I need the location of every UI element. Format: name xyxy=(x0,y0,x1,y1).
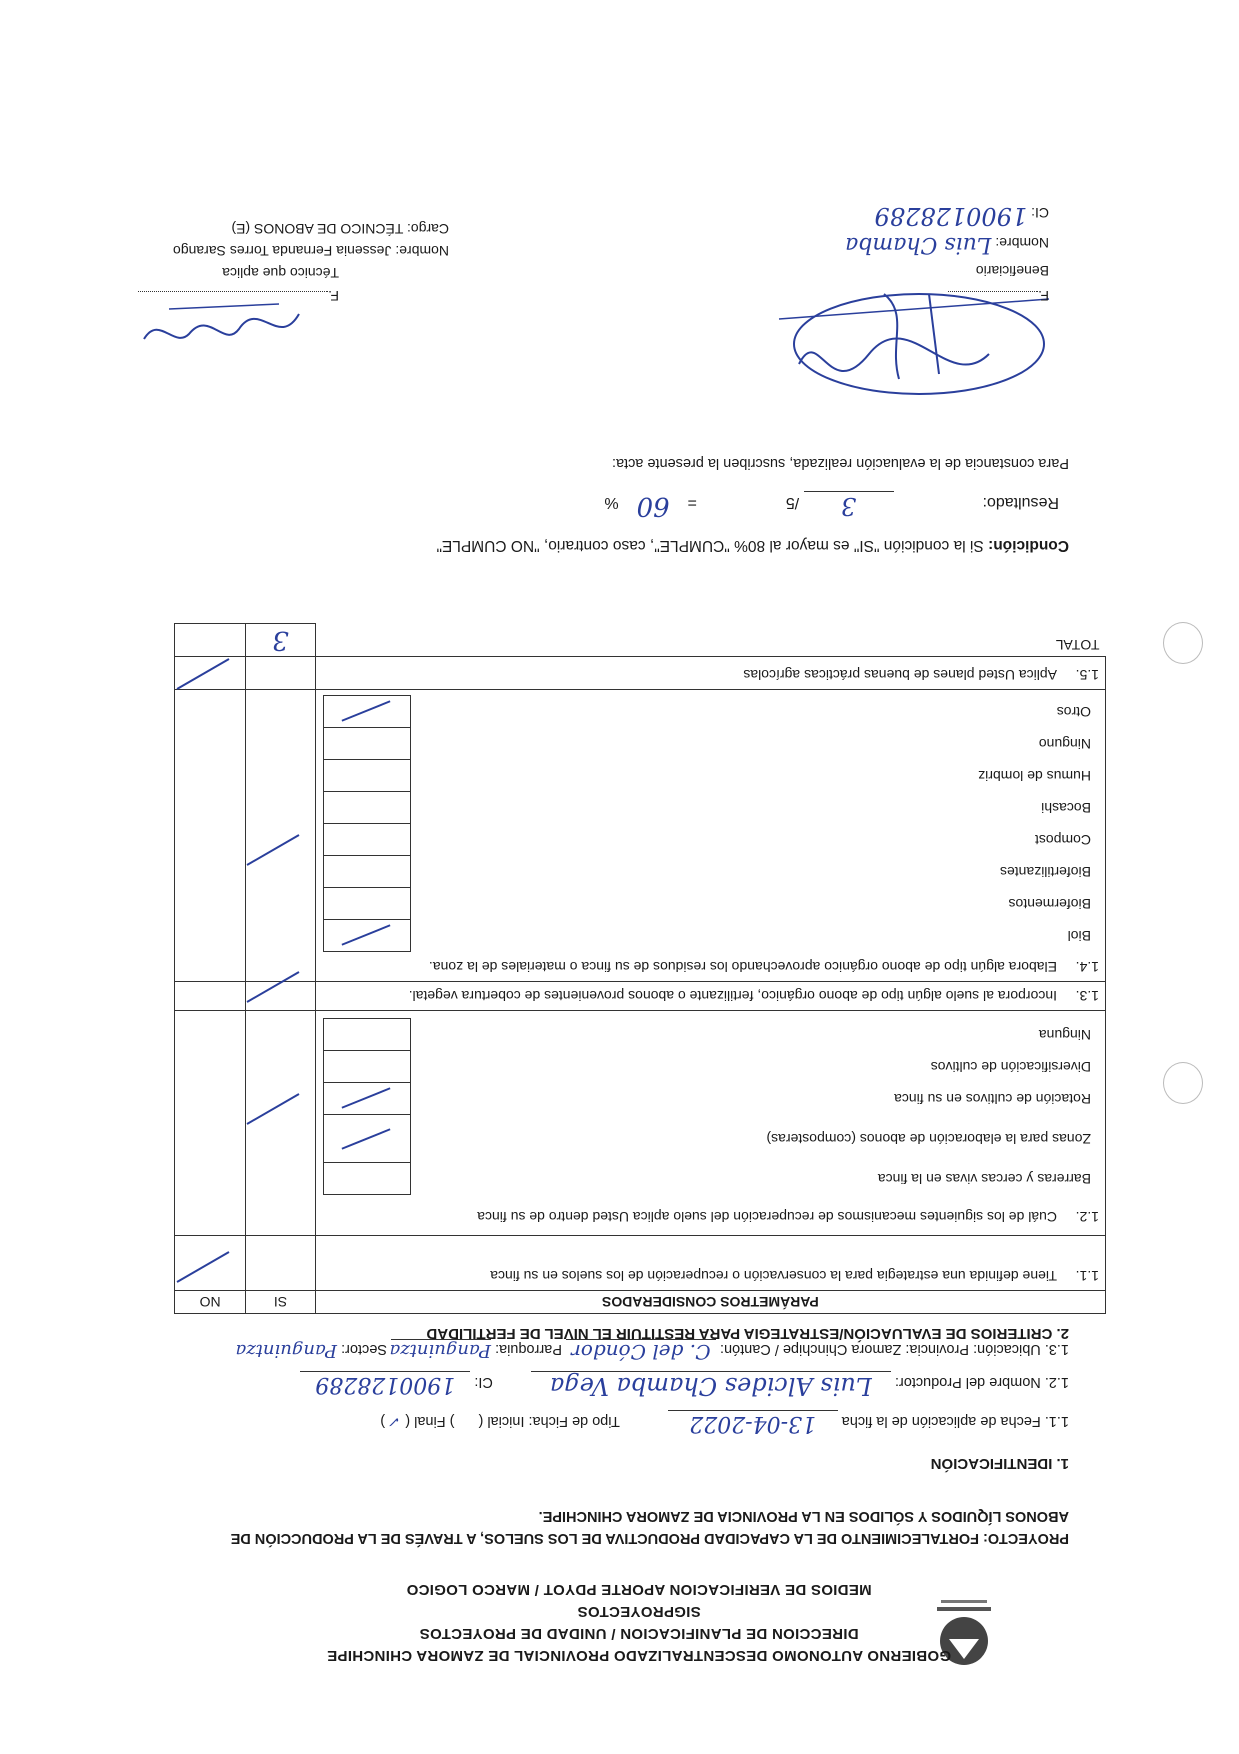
tipo-final-mark: ✓ xyxy=(389,1413,402,1429)
total-label: TOTAL xyxy=(315,624,1105,657)
option-bocashi: Bocashi xyxy=(322,792,1099,824)
q1-5-row: 1.5.Aplica Usted planes de buenas prácticas agrícolas xyxy=(315,657,1105,690)
q1-1-no-mark xyxy=(175,1236,246,1291)
col-no-header: NO xyxy=(175,1291,246,1314)
productor-value: Luis Alcides Chamba Vega xyxy=(531,1371,891,1400)
option-diversificacion: Diversificación de cultivos xyxy=(322,1051,1099,1083)
beneficiario-role: Beneficiario xyxy=(975,263,1049,279)
tecnico-cargo: Cargo: TÉCNICO DE ABONOS (E) xyxy=(231,221,449,237)
q1-2-row: 1.2.Cuál de los siguientes mecanismos de recuperación del suelo aplica Usted dentro de su finca Barreras y cercas vivas en la finca Zonas para la elaboración de abonos (composteras) Rotación de cultivos en su finca Diversificación de cultivos Ninguna xyxy=(315,1011,1105,1236)
beneficiario-signature xyxy=(729,264,1059,414)
resultado-numerator: 3 xyxy=(804,491,894,520)
section-identification: 1. IDENTIFICACIÓN xyxy=(930,1455,1069,1472)
fecha-row: 1.1. Fecha de aplicación de la ficha 13-04-2022 Tipo de Ficha: Inicial ( ) Final ( ✓ ) xyxy=(380,1411,1069,1436)
option-zonas: Zonas para la elaboración de abonos (composteras) xyxy=(322,1115,1099,1163)
ci-value: 1900128289 xyxy=(300,1371,470,1397)
header-line-1: GOBIERNO AUTONOMO DESCENTRALIZADO PROVINCIAL DE ZAMORA CHINCHIPE xyxy=(326,1647,952,1664)
option-ninguno: Ninguno xyxy=(322,728,1099,760)
option-compost: Compost xyxy=(322,824,1099,856)
sector-value: Panguintza xyxy=(235,1340,338,1361)
option-humus: Humus de lombriz xyxy=(322,760,1099,792)
option-rotacion: Rotación de cultivos en su finca xyxy=(322,1083,1099,1115)
punch-hole xyxy=(1163,622,1203,664)
punch-hole xyxy=(1163,1062,1203,1104)
resultado-percent: 60 xyxy=(636,491,670,521)
tecnico-role: Técnico que aplica xyxy=(222,265,339,281)
q1-4-si-mark xyxy=(246,690,315,982)
canton-value: C. del Cóndor xyxy=(566,1339,716,1364)
header-line-2: DIRECCION DE PLANIFICACION / UNIDAD DE PROYECTOS xyxy=(419,1625,859,1642)
total-value: 3 xyxy=(246,624,315,657)
productor-row: 1.2. Nombre del Productor: Luis Alcides Chamba Vega CI: 1900128289 xyxy=(169,1371,1069,1400)
q1-3-si-mark xyxy=(246,982,315,1011)
col-si-header: SI xyxy=(246,1291,315,1314)
tecnico-name: Nombre: Jessenia Fernanda Torres Sarango xyxy=(172,243,449,259)
project-title: PROYECTO: FORTALECIMIENTO DE LA CAPACIDAD PRODUCTIVA DE LOS SUELOS, A TRAVÉS DE LA PRODUCCIÓN DE ABONOS LÍQUIDOS Y SÓLIDOS EN LA PROVINCIA DE ZAMORA CHINCHIPE. xyxy=(230,1508,1069,1546)
option-barreras: Barreras y cercas vivas en la finca xyxy=(322,1163,1099,1195)
option-otros: Otros xyxy=(322,696,1099,728)
beneficiario-name: Nombre: Luis Chamba xyxy=(845,232,1049,257)
q1-5-no-mark xyxy=(175,657,246,690)
q1-3-row: 1.3.Incorpora al suelo algún tipo de abono orgánico, fertilizante o abonos provenientes de cobertura vegetal. xyxy=(315,982,1105,1011)
header-line-3: SIGPROYECTOS xyxy=(577,1603,701,1620)
condition-row: Condición: Si la condición "SI" es mayor al 80% "CUMPLE", caso contrario, "NO CUMPLE" xyxy=(436,537,1069,554)
ubicacion-row: 1.3. Ubicación: Provincia: Zamora Chinchipe / Cantón: C. del Cóndor Parroquia: Panguintza Sector: Panguintza xyxy=(235,1340,1069,1364)
tecnico-f-line: F. xyxy=(138,288,339,304)
section-criteria: 2. CRITERIOS DE EVALUACIÓN/ESTRATEGIA PARA RESTITUIR EL NIVEL DE FERTILIDAD xyxy=(426,1325,1069,1342)
option-ninguna: Ninguna xyxy=(322,1019,1099,1051)
beneficiario-f-line: F. xyxy=(948,288,1049,304)
option-biol: Biol xyxy=(322,920,1099,952)
fecha-value: 13-04-2022 xyxy=(668,1410,838,1436)
option-biofertilizantes: Biofertilizantes xyxy=(322,856,1099,888)
parroquia-value: Panguintza xyxy=(389,1340,492,1361)
header-line-4: MEDIOS DE VERIFICACION APORTE PDYOT / MARCO LOGICO xyxy=(406,1581,872,1598)
criteria-table xyxy=(174,623,1106,1314)
signature-intro: Para constancia de la evaluación realizada, suscriben la presente acta: xyxy=(611,455,1069,471)
q1-2-si-mark xyxy=(246,1011,315,1236)
q1-1-row: 1.1.Tiene definida una estrategia para la conservación o recuperación de los suelos en su finca xyxy=(315,1236,1105,1291)
q1-4-row: 1.4.Elabora algún tipo de abono orgánico aprovechando los residuos de su finca o materiales de la zona. Biol Biofermentos Biofertilizantes Compost Bocashi Humus de lombriz Ninguno Otros xyxy=(315,690,1105,982)
option-biofermentos: Biofermentos xyxy=(322,888,1099,920)
beneficiario-ci: CI: 1900128289 xyxy=(874,202,1049,230)
resultado-row: Resultado: 3 /5 = 60 % xyxy=(604,491,1059,521)
col-param-header: PARÁMETROS CONSIDERADOS xyxy=(315,1291,1105,1314)
